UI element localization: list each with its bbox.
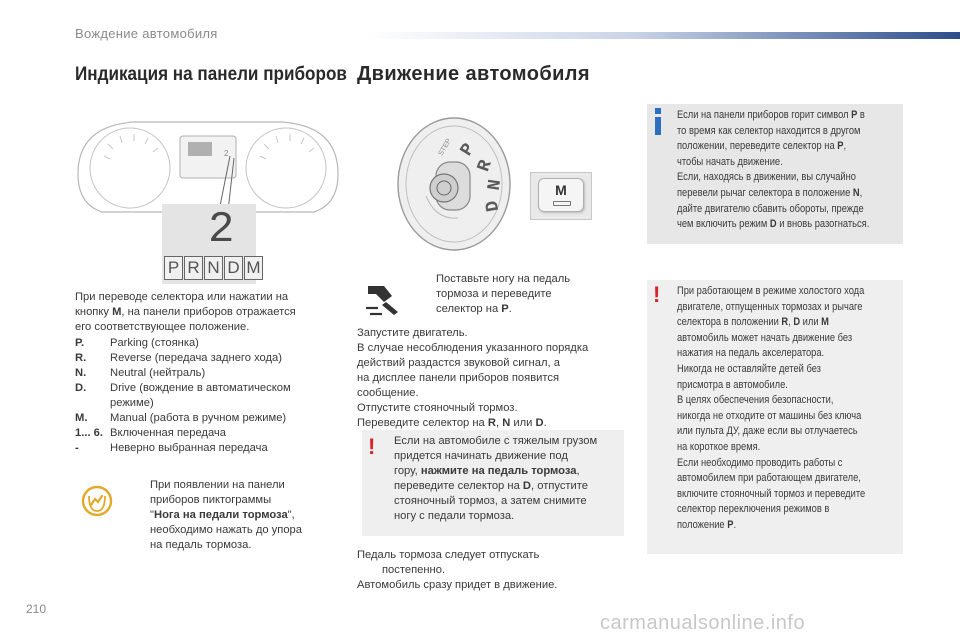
intro-line: кнопку M, на панели приборов отражается — [75, 306, 296, 318]
gear-letter-r: R — [184, 256, 203, 280]
box-line: двигателе, отпущенных тормозах и рычаге — [677, 300, 863, 313]
paragraph-line: В случае несоблюдения указанного порядка — [357, 342, 589, 354]
watermark: carmanualsonline.info — [600, 612, 806, 634]
warning-exclamation-icon: ! — [368, 434, 376, 459]
box-line: чем включить режим D и вновь разогнаться. — [677, 218, 870, 231]
gear-definitions — [75, 336, 345, 456]
box-line: селектора в положении R, D или M — [677, 316, 829, 329]
box-line: нажатия на педаль акселератора. — [677, 347, 825, 360]
pedal-note — [128, 478, 348, 553]
definition-row: R. Reverse (передача заднего хода) — [75, 352, 282, 364]
box-line: Никогда не оставляйте детей без — [677, 362, 821, 375]
definition-row: - Неверно выбранная передача — [75, 442, 268, 454]
m-button-label: M — [555, 182, 567, 198]
header-gradient-bar — [366, 32, 960, 39]
paragraph-line: Отпустите стояночный тормоз. — [357, 402, 518, 414]
definition-row: 1... 6. Включенная передача — [75, 427, 226, 439]
intro-line: При переводе селектора или нажатии на — [75, 291, 289, 303]
selector-letter-r: R — [474, 157, 497, 175]
warning-line: Если на автомобиле с тяжелым грузом — [394, 435, 598, 447]
box-line: положение P. — [677, 518, 737, 531]
gear-letter-m: M — [244, 256, 263, 280]
pedal-note-line: приборов пиктограммы — [150, 494, 272, 506]
definition-row: D. Drive (вождение в автоматическом — [75, 382, 291, 394]
paragraph-line: на дисплее панели приборов появится — [357, 372, 560, 384]
box-line: чтобы начать движение. — [677, 155, 783, 168]
heavy-load-warning-text — [394, 434, 622, 524]
paragraph-line: Автомобиль сразу придет в движение. — [357, 579, 558, 591]
pedal-note-line: "Нога на педали тормоза", — [150, 509, 295, 521]
box-line: на короткое время. — [677, 440, 761, 453]
intro-line: его соответствующее положение. — [75, 321, 250, 333]
warning-line: ногу с педали тормоза. — [394, 510, 515, 522]
gear-letter-n: N — [204, 256, 223, 280]
warning-line: переведите селектор на D, отпустите — [394, 480, 589, 492]
svg-text:2: 2 — [224, 149, 229, 158]
paragraph-line: Запустите двигатель. — [357, 327, 468, 339]
page-number: 210 — [26, 602, 47, 616]
box-line: присмотра в автомобиле. — [677, 378, 788, 391]
box-line: то время как селектор находится в другом — [677, 124, 861, 137]
start-engine-paragraph — [357, 326, 627, 431]
box-line: При работающем в режиме холостого хода — [677, 285, 865, 297]
paragraph-line: действий раздастся звуковой сигнал, а — [357, 357, 560, 369]
selector-letter-n: N — [484, 178, 507, 192]
paragraph-line: Педаль тормоза следует отпускать — [357, 549, 540, 561]
intro-paragraph — [75, 290, 345, 335]
gear-display-panel — [162, 204, 261, 284]
paragraph-line: Переведите селектор на R, N или D. — [357, 417, 547, 429]
definition-row: режиме) — [110, 397, 154, 409]
box-line: никогда не отходите от машины без ключа — [677, 409, 862, 422]
definition-row: N. Neutral (нейтраль) — [75, 367, 206, 379]
driving-heading: Движение автомобиля — [357, 63, 590, 85]
gear-letter-p: P — [164, 256, 183, 280]
gear-letters-row — [164, 256, 263, 280]
selector-letter-p: P — [457, 140, 480, 160]
idle-warning-text — [677, 284, 897, 534]
svg-text:STEP: STEP — [437, 137, 453, 157]
section-title: Вождение автомобиля — [75, 26, 218, 41]
pedal-note-line: на педаль тормоза. — [150, 539, 252, 551]
heavy-load-warning-box — [362, 430, 624, 536]
box-line: селектор переключения режимов в — [677, 503, 830, 516]
paragraph-line: сообщение. — [357, 387, 419, 399]
box-line: включите стояночный тормоз и переведите — [677, 487, 866, 500]
idle-warning-box — [647, 280, 903, 554]
paragraph-line: постепенно. — [382, 564, 446, 576]
box-line: автомобилем при работающем двигателе, — [677, 472, 861, 485]
box-line: дайте двигателю сбавить обороты, прежде — [677, 202, 864, 215]
definition-row: M. Manual (работа в ручном режиме) — [75, 412, 287, 424]
pedal-note-line: При появлении на панели — [150, 479, 285, 491]
m-button[interactable] — [538, 178, 584, 212]
release-pedal-paragraph — [357, 548, 627, 593]
step-put-foot — [414, 272, 634, 317]
box-line: Если необходимо проводить работы с — [677, 456, 843, 469]
box-line: положении, переведите селектор на P, — [677, 140, 847, 153]
warning-line: стояночный тормоз, а затем снимите — [394, 495, 587, 507]
manual-button-panel — [530, 172, 592, 220]
info-icon — [651, 108, 665, 136]
box-line: перевели рычаг селектора в положение N, — [677, 186, 863, 199]
box-line: В целях обеспечения безопасности, — [677, 394, 834, 407]
warning-exclamation-icon: ! — [653, 282, 661, 307]
foot-pedal-icon — [362, 282, 402, 318]
box-line: автомобиль может начать движение без — [677, 331, 853, 344]
gear-selector-illustration — [396, 98, 536, 258]
box-line: или пульта ДУ, даже если вы отлучаетесь — [677, 425, 858, 438]
warning-line: придется начинать движение под — [394, 450, 568, 462]
info-box — [647, 104, 903, 244]
step-line: тормоза и переведите — [436, 288, 552, 300]
foot-on-brake-warning-icon — [80, 484, 114, 518]
step-line: селектор на P. — [436, 303, 512, 315]
definition-row: P. Parking (стоянка) — [75, 337, 199, 349]
instrument-panel-heading: Индикация на панели приборов — [75, 64, 347, 85]
box-line: Если на панели приборов горит символ P в — [677, 109, 865, 121]
gear-letter-d: D — [224, 256, 243, 280]
box-line: Если, находясь в движении, вы случайно — [677, 171, 856, 184]
selector-letter-d: D — [482, 198, 505, 214]
step-line: Поставьте ногу на педаль — [436, 273, 571, 285]
info-text — [677, 108, 897, 233]
warning-line: гору, нажмите на педаль тормоза, — [394, 465, 580, 477]
pedal-note-line: необходимо нажать до упора — [150, 524, 302, 536]
m-button-indicator — [553, 201, 571, 206]
gear-digit: 2 — [208, 205, 235, 255]
